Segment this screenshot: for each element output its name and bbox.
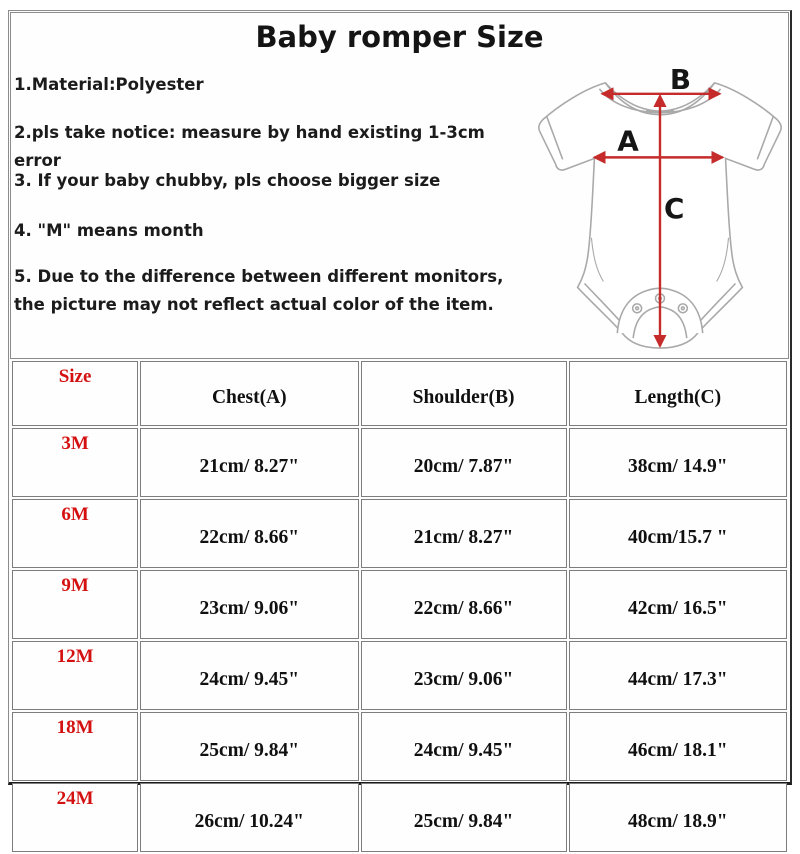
table-header-row xyxy=(12,361,787,426)
header-shoulder: Shoulder(B) xyxy=(361,361,567,426)
note-monitor-color: 5. Due to the difference between different monitors, the picture may not reflect actual color of the item. xyxy=(14,267,504,314)
label-length-c: C xyxy=(663,191,685,225)
header-size: Size xyxy=(12,361,138,426)
note-material: 1.Material:Polyester xyxy=(14,75,204,94)
table-row xyxy=(12,570,787,639)
shoulder-cell: 25cm/ 9.84" xyxy=(361,783,567,852)
length-cell: 42cm/ 16.5" xyxy=(569,570,787,639)
size-cell: 24M xyxy=(12,783,138,852)
table-row xyxy=(12,712,787,781)
size-cell: 3M xyxy=(12,428,138,497)
shoulder-cell: 20cm/ 7.87" xyxy=(361,428,567,497)
length-cell: 40cm/15.7 " xyxy=(569,499,787,568)
note-measure-error: 2.pls take notice: measure by hand existing 1-3cm error xyxy=(14,123,485,170)
chest-cell: 21cm/ 8.27" xyxy=(140,428,358,497)
size-table xyxy=(10,359,789,854)
chest-cell: 26cm/ 10.24" xyxy=(140,783,358,852)
size-chart-sheet xyxy=(8,10,792,832)
length-cell: 46cm/ 18.1" xyxy=(569,712,787,781)
size-cell: 18M xyxy=(12,712,138,781)
table-row xyxy=(12,783,787,852)
length-cell: 38cm/ 14.9" xyxy=(569,428,787,497)
table-row xyxy=(12,428,787,497)
length-cell: 44cm/ 17.3" xyxy=(569,641,787,710)
header-chest: Chest(A) xyxy=(140,361,358,426)
header-length: Length(C) xyxy=(569,361,787,426)
chest-cell: 25cm/ 9.84" xyxy=(140,712,358,781)
info-section xyxy=(10,12,789,359)
shoulder-cell: 24cm/ 9.45" xyxy=(361,712,567,781)
romper-diagram xyxy=(529,67,787,357)
note-month: 4. "M" means month xyxy=(14,221,204,240)
romper-diagram-svg xyxy=(529,67,787,357)
chest-cell: 23cm/ 9.06" xyxy=(140,570,358,639)
table-row xyxy=(12,641,787,710)
label-shoulder-b: B xyxy=(669,67,692,96)
size-cell: 9M xyxy=(12,570,138,639)
shoulder-cell: 22cm/ 8.66" xyxy=(361,570,567,639)
label-chest-a: A xyxy=(617,124,639,158)
note-chubby: 3. If your baby chubby, pls choose bigger size xyxy=(14,171,441,190)
size-cell: 6M xyxy=(12,499,138,568)
shoulder-cell: 21cm/ 8.27" xyxy=(361,499,567,568)
table-row xyxy=(12,499,787,568)
shoulder-cell: 23cm/ 9.06" xyxy=(361,641,567,710)
page-title: Baby romper Size xyxy=(255,20,544,54)
length-cell: 48cm/ 18.9" xyxy=(569,783,787,852)
chest-cell: 24cm/ 9.45" xyxy=(140,641,358,710)
size-cell: 12M xyxy=(12,641,138,710)
chest-cell: 22cm/ 8.66" xyxy=(140,499,358,568)
